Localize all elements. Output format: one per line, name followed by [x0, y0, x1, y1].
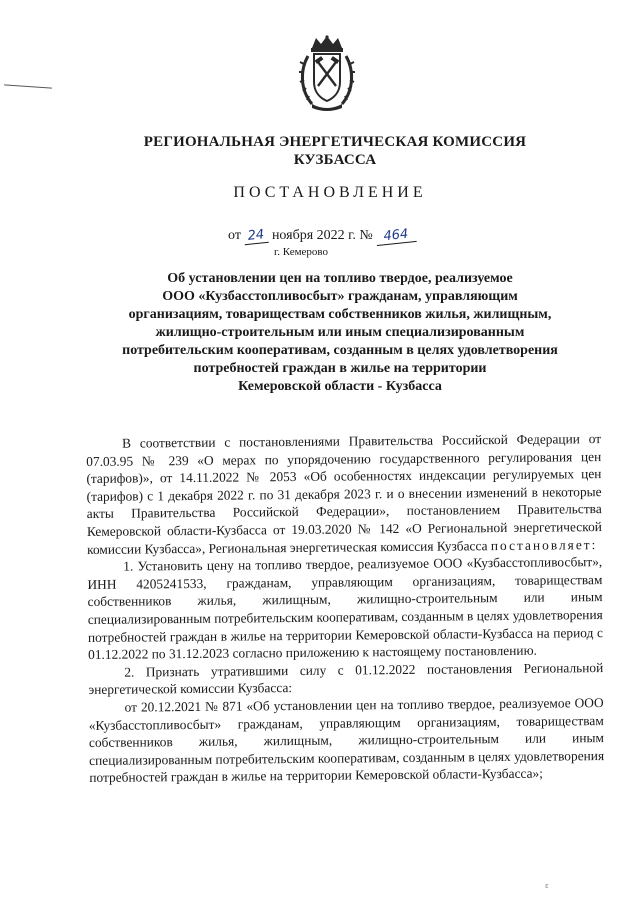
subject-line: Об установлении цен на топливо твердое, реализуемое: [167, 271, 513, 286]
item-1-paragraph: 1. Установить цену на топливо твердое, реализуемое ООО «Кузбасстопливосбыт», ИНН 4205241533, гражданам, управляющим организациям, товариществам собственников жилья, жилищным, жилищно-строительным или иным специализированным потребительским кооперативам, созданным в целях удовлетворения потребностей граждан в жилье на территории Кемеровской области-Кузбасса на период с 01.12.2022 по 31.12.2023 согласно приложению к настоящему постановлению.: [87, 554, 603, 663]
preamble-paragraph: [86, 430, 602, 558]
decides-word: постановляет:: [490, 536, 598, 553]
subject-line: потребительским кооперативам, созданным в целях удовлетворения: [122, 343, 558, 358]
organization-name-line1: РЕГИОНАЛЬНАЯ ЭНЕРГЕТИЧЕСКАЯ КОМИССИЯ: [143, 134, 527, 150]
subject-line: ООО «Кузбасстопливосбыт» гражданам, управляющим: [162, 289, 518, 304]
document-body: [86, 430, 604, 787]
date-month-year: ноября 2022 г.: [271, 228, 356, 243]
document-type: ПОСТАНОВЛЕНИЕ: [233, 184, 427, 201]
handwritten-number: 464: [375, 226, 416, 246]
corner-mark: ε: [545, 882, 549, 890]
item-2-sub-paragraph: от 20.12.2021 № 871 «Об установлении цен на топливо твердое, реализуемое ООО «Кузбасстопливосбыт» гражданам, управляющим организациям, товариществам собственников жилья, жилищным, жилищно-строительным или иным специализированным потребительским кооперативам, созданным в целях удовлетворения потребностей граждан в жилье на территории Кемеровской области-Кузбасса»;: [88, 694, 605, 786]
organization-name-line2: КУЗБАССА: [293, 152, 377, 168]
handwritten-day: 24: [244, 227, 270, 245]
date-prefix: от: [228, 228, 241, 243]
subject-line: потребностей граждан в жилье на территории: [193, 361, 487, 376]
number-sign: №: [359, 228, 373, 243]
preamble-text: В соответствии с постановлениями Правительства Российской Федерации от 07.03.95 № 239 «О мерах по упорядочению государственного регулирования цен (тарифов)», от 14.11.2022 № 2053 «Об особенностях индексации регулируемых цен (тарифов) с 1 декабря 2022 г. по 31 декабря 2023 г. и о внесении изменений в некоторые акты Правительства Российской Федерации», постановлением Правительства Кемеровской области-Кузбасса от 19.03.2020 № 142 «О Региональной энергетической комиссии Кузбасса», Региональная энергетическая комиссия Кузбасса: [86, 431, 602, 557]
subject-line: организациям, товариществам собственников жилья, жилищным,: [128, 307, 552, 322]
item-2-paragraph: 2. Признать утратившими силу с 01.12.2022 постановления Региональной энергетической комиссии Кузбасса:: [88, 659, 604, 698]
scan-stray-mark: [4, 84, 52, 88]
subject-line: жилищно-строительным или иным специализированным: [155, 325, 525, 340]
city-label: г. Кемерово: [274, 246, 329, 258]
date-number-line: [228, 228, 416, 244]
subject-line: Кемеровской области - Кузбасса: [238, 379, 442, 394]
document-subject: [90, 270, 590, 396]
coat-of-arms-icon: [298, 34, 356, 114]
